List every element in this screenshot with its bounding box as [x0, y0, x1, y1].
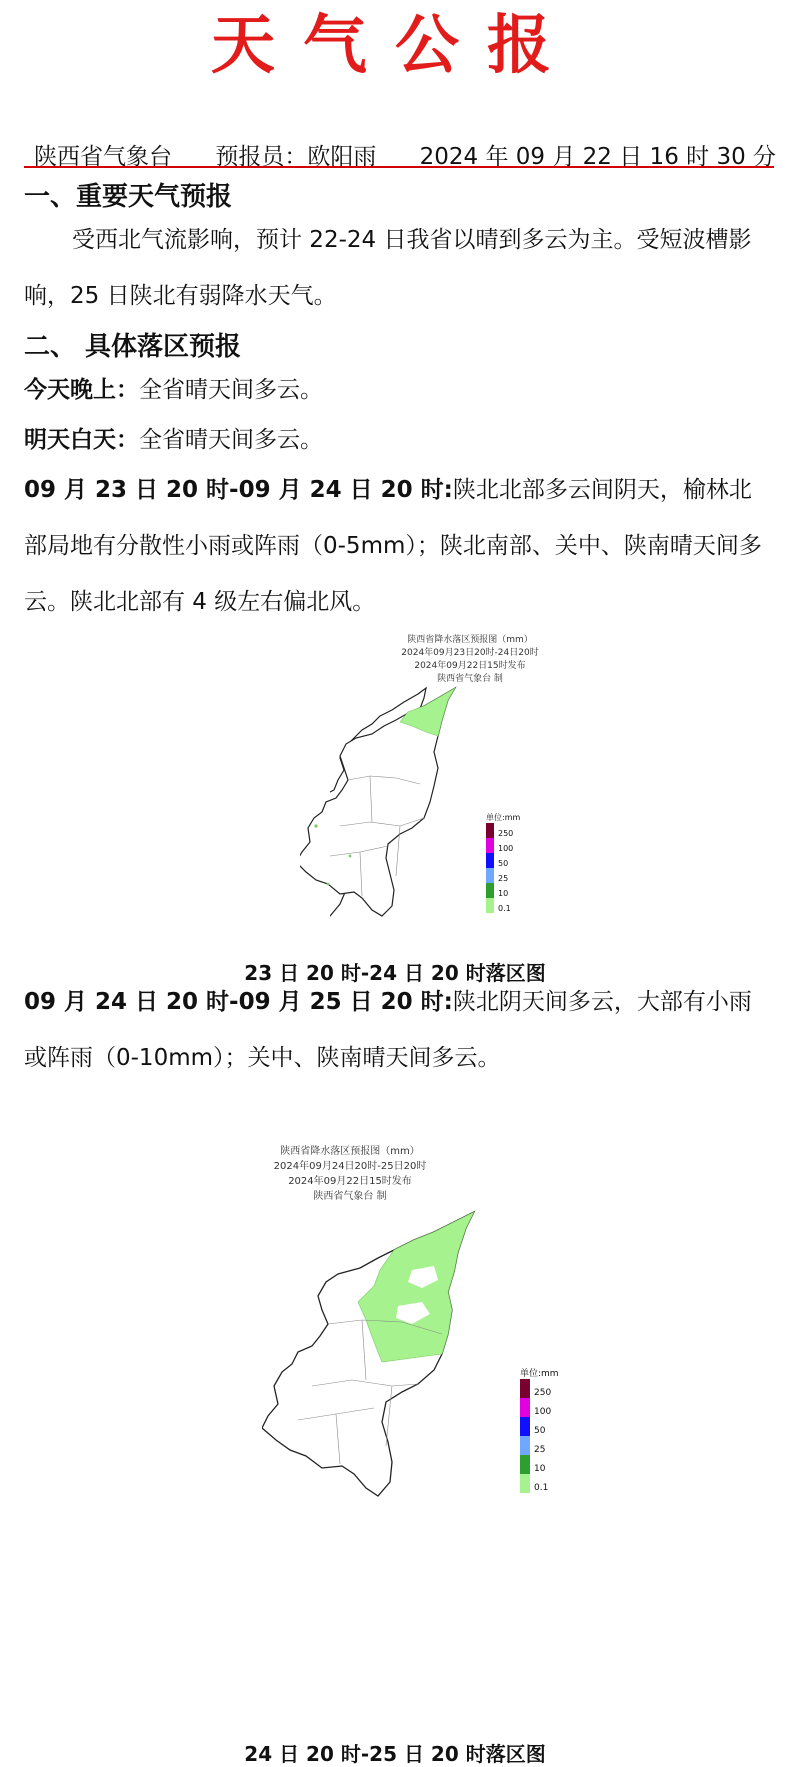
map-title: 陕西省降水落区预报图（mm） — [407, 635, 533, 645]
legend-label: 250 — [534, 1388, 552, 1398]
forecast-text: 陕北北部多云间阴天，榆林北部局地有分散性小雨或阵雨（0-5mm）；陕北南部、关中、陕南晴天间多云。陕北北部有 4 级左右偏北风。 — [24, 477, 762, 615]
legend-swatch — [486, 898, 494, 913]
map-agency: 陕西省气象台 制 — [437, 674, 503, 684]
forecast-text: 陕北阴天间多云，大部有小雨或阵雨（0-10mm）；关中、陕南晴天间多云。 — [24, 989, 752, 1071]
legend-label: 100 — [498, 844, 514, 853]
legend-label: 10 — [534, 1464, 546, 1474]
precip-area — [358, 1212, 474, 1362]
legend-label: 0.1 — [498, 904, 511, 913]
legend-item — [520, 1417, 590, 1436]
map-agency: 陕西省气象台 制 — [313, 1191, 387, 1202]
forecast-tomorrow — [24, 412, 774, 468]
forecast-period-1 — [24, 462, 774, 630]
legend-label: 0.1 — [534, 1483, 549, 1493]
map1-shape — [300, 686, 500, 926]
legend-item — [486, 898, 556, 913]
legend-item — [520, 1436, 590, 1455]
forecast-period-2 — [24, 974, 774, 1086]
legend-unit: 单位:mm — [520, 1369, 559, 1379]
legend-swatch — [520, 1455, 530, 1474]
legend-item — [520, 1455, 590, 1474]
precip-spot — [314, 824, 317, 827]
forecast-tonight — [24, 362, 774, 418]
map2-caption: 24 日 20 时-25 日 20 时落区图 — [244, 1742, 546, 1766]
legend-item — [486, 868, 556, 883]
map-title: 陕西省降水落区预报图（mm） — [280, 1146, 420, 1157]
forecast-label: 今天晚上： — [24, 377, 139, 403]
map1-caption: 23 日 20 时-24 日 20 时落区图 — [244, 961, 546, 985]
legend-swatch — [486, 883, 494, 898]
legend-item — [520, 1474, 590, 1493]
map2-shape — [262, 1210, 482, 1506]
forecast-label: 09 月 23 日 20 时-09 月 24 日 20 时: — [24, 477, 453, 503]
legend-item — [486, 853, 556, 868]
legend-swatch — [486, 868, 494, 883]
map-period: 2024年09月24日20时-25日20时 — [273, 1161, 427, 1172]
map-period: 2024年09月23日20时-24日20时 — [401, 648, 539, 658]
section1-heading: 一、重要天气预报 — [24, 182, 233, 212]
forecast-text: 全省晴天间多云。 — [139, 377, 323, 403]
legend-label: 10 — [498, 889, 509, 898]
legend-swatch — [520, 1474, 530, 1493]
legend-item — [520, 1398, 590, 1417]
legend-label: 50 — [498, 859, 509, 868]
legend-unit: 单位:mm — [486, 813, 521, 822]
header-divider — [24, 166, 774, 168]
precip-spot — [327, 883, 330, 886]
legend-swatch — [520, 1379, 530, 1398]
legend-label: 25 — [534, 1445, 546, 1455]
legend-1 — [486, 812, 556, 913]
legend-swatch — [486, 823, 494, 838]
legend-label: 25 — [498, 874, 509, 883]
legend-item — [486, 838, 556, 853]
legend-scale — [520, 1379, 590, 1493]
legend-swatch — [486, 853, 494, 868]
legend-label: 100 — [534, 1407, 552, 1417]
legend-swatch — [520, 1417, 530, 1436]
issue-datetime: 2024 年 09 月 22 日 16 时 30 分 — [419, 144, 777, 170]
legend-swatch — [520, 1398, 530, 1417]
legend-swatch — [520, 1436, 530, 1455]
legend-label: 50 — [534, 1426, 546, 1436]
section2-heading: 二、 具体落区预报 — [24, 332, 242, 362]
precip-map-2 — [230, 1144, 470, 1204]
legend-item — [486, 883, 556, 898]
forecast-label: 明天白天： — [24, 427, 139, 453]
section1-body: 受西北气流影响，预计 22-24 日我省以晴到多云为主。受短波槽影响，25 日陕北有弱降水天气。 — [24, 227, 752, 309]
legend-item — [486, 823, 556, 838]
page-title: 天气公报 — [211, 8, 579, 83]
map-issued: 2024年09月22日15时发布 — [288, 1176, 412, 1187]
agency-name: 陕西省气象台 — [34, 144, 172, 170]
forecaster-name: 预报员：欧阳雨 — [215, 144, 377, 170]
legend-swatch — [486, 838, 494, 853]
legend-2 — [520, 1366, 590, 1493]
forecast-text: 全省晴天间多云。 — [139, 427, 323, 453]
legend-item — [520, 1379, 590, 1398]
legend-scale — [486, 823, 556, 913]
legend-label: 250 — [498, 829, 514, 838]
precip-spot — [349, 855, 352, 858]
map-issued: 2024年09月22日15时发布 — [414, 661, 526, 671]
forecast-label: 09 月 24 日 20 时-09 月 25 日 20 时: — [24, 989, 453, 1015]
